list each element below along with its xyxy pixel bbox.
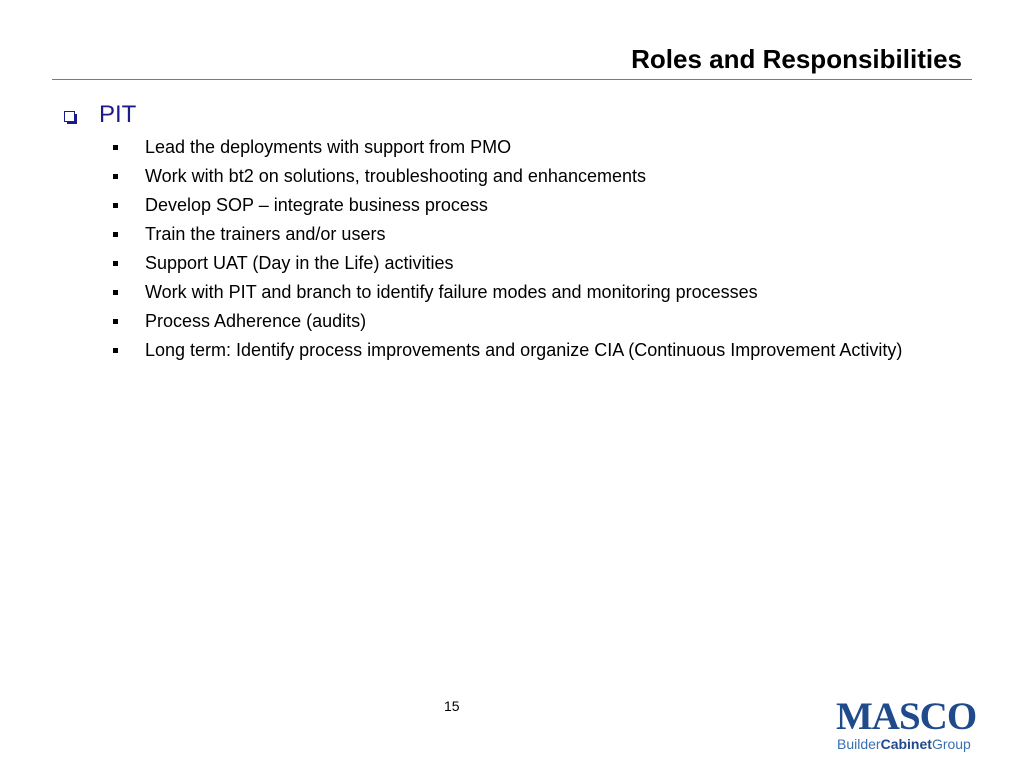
list-item [113, 194, 933, 217]
bullet-text: Support UAT (Day in the Life) activities [145, 253, 454, 273]
logo-wordmark: MASCO [836, 695, 977, 738]
logo-subtitle-part: Group [931, 736, 971, 752]
square-bullet-icon [113, 290, 118, 295]
list-item [113, 165, 933, 188]
company-logo [836, 695, 977, 754]
list-item [113, 223, 933, 246]
section-heading: PIT [99, 101, 137, 128]
square-bullet-icon [113, 145, 118, 150]
section-header [64, 100, 136, 130]
list-item [113, 136, 933, 159]
square-bullet-icon [113, 174, 118, 179]
list-item [113, 310, 933, 333]
bullet-text: Work with PIT and branch to identify failure modes and monitoring processes [145, 282, 758, 302]
bullet-text: Work with bt2 on solutions, troubleshooting and enhancements [145, 166, 646, 186]
bullet-text: Long term: Identify process improvements and organize CIA (Continuous Improvement Activity) [145, 340, 903, 360]
square-bullet-icon [113, 261, 118, 266]
logo-subtitle-part: Builder [837, 736, 881, 752]
bullet-text: Process Adherence (audits) [145, 311, 367, 331]
square-bullet-icon [113, 203, 118, 208]
slide-title: Roles and Responsibilities [631, 44, 962, 74]
logo-subtitle-part-bold: Cabinet [880, 736, 932, 752]
title-divider [52, 79, 972, 80]
page-number: 15 [444, 698, 460, 714]
checkbox-bullet-icon [64, 111, 75, 122]
bullet-text: Develop SOP – integrate business process [145, 195, 488, 215]
logo-subtitle [837, 736, 971, 752]
square-bullet-icon [113, 232, 118, 237]
bullet-text: Train the trainers and/or users [145, 224, 386, 244]
bullet-list [113, 136, 933, 368]
list-item [113, 339, 933, 362]
list-item [113, 281, 933, 304]
square-bullet-icon [113, 348, 118, 353]
list-item [113, 252, 933, 275]
square-bullet-icon [113, 319, 118, 324]
bullet-text: Lead the deployments with support from PMO [145, 137, 512, 157]
